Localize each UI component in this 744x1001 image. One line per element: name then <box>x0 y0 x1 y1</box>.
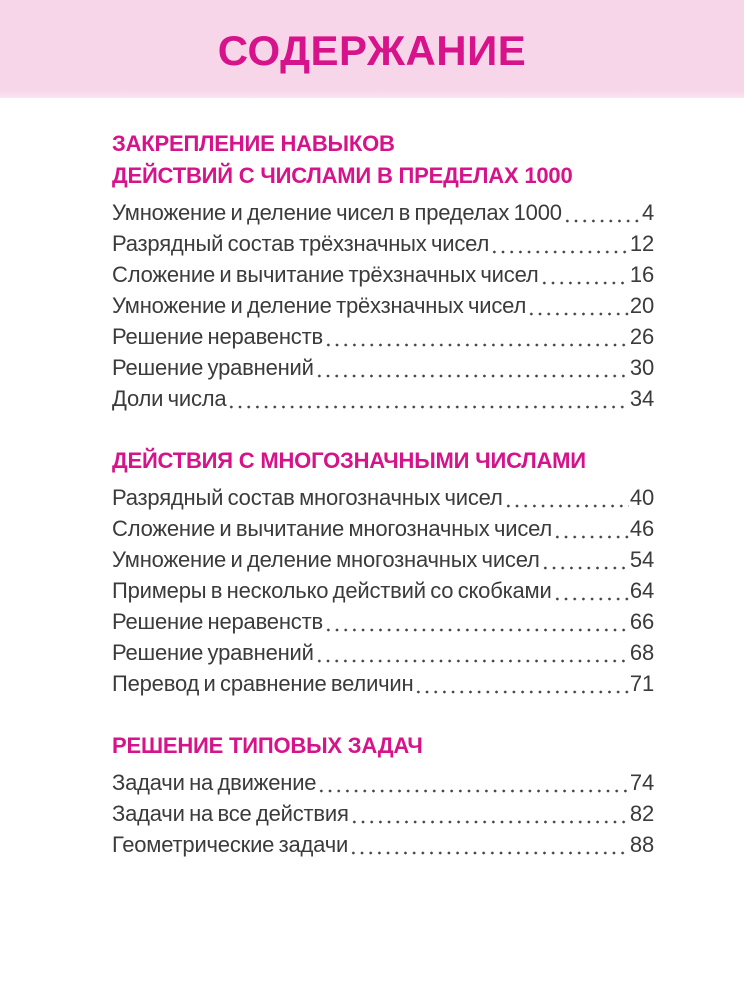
entry-label: Решение уравнений <box>112 640 314 665</box>
entry-label: Умножение и деление трёхзначных чисел <box>112 293 527 318</box>
entry-label: Разрядный состав многозначных чисел <box>112 485 503 510</box>
entry-page-number: 74 <box>629 770 654 795</box>
toc-entry <box>112 767 654 798</box>
dot-leader <box>317 767 629 798</box>
dot-leader <box>504 482 629 513</box>
dot-leader <box>414 668 628 699</box>
entry-label: Доли числа <box>112 386 227 411</box>
toc-entry <box>112 197 654 228</box>
dot-leader <box>553 575 629 606</box>
section-heading-line: ДЕЙСТВИЙ С ЧИСЛАМИ В ПРЕДЕЛАХ 1000 <box>112 163 573 188</box>
entry-label: Геометрические задачи <box>112 832 349 857</box>
section-heading <box>112 128 654 192</box>
dot-leader <box>541 544 629 575</box>
entry-label: Умножение и деление чисел в пределах 1000 <box>112 200 562 225</box>
entry-page-number: 66 <box>629 609 654 634</box>
entry-page-number: 46 <box>629 516 654 541</box>
dot-leader <box>540 259 629 290</box>
entry-page-number: 26 <box>629 324 654 349</box>
toc-entry <box>112 290 654 321</box>
dot-leader <box>349 829 629 860</box>
toc-entry <box>112 383 654 414</box>
dot-leader <box>315 637 629 668</box>
dot-leader <box>553 513 629 544</box>
toc-entry <box>112 228 654 259</box>
dot-leader <box>227 383 628 414</box>
entry-label: Решение неравенств <box>112 609 323 634</box>
dot-leader <box>350 798 629 829</box>
entry-page-number: 16 <box>629 262 654 287</box>
entry-label: Сложение и вычитание трёхзначных чисел <box>112 262 539 287</box>
entry-page-number: 68 <box>629 640 654 665</box>
dot-leader <box>324 606 629 637</box>
entry-label: Перевод и сравнение величин <box>112 671 414 696</box>
entry-page-number: 20 <box>629 293 654 318</box>
entry-label: Умножение и деление многозначных чисел <box>112 547 540 572</box>
page-header-band <box>0 0 744 98</box>
entry-page-number: 4 <box>641 200 654 225</box>
toc-entry <box>112 352 654 383</box>
section-heading <box>112 445 654 477</box>
entry-page-number: 40 <box>629 485 654 510</box>
toc-entry <box>112 637 654 668</box>
section-entries <box>112 767 654 860</box>
toc-entry <box>112 575 654 606</box>
section-entries <box>112 482 654 699</box>
entry-page-number: 34 <box>629 386 654 411</box>
entry-label: Решение уравнений <box>112 355 314 380</box>
toc-entry <box>112 798 654 829</box>
section-entries <box>112 197 654 414</box>
entry-page-number: 54 <box>629 547 654 572</box>
dot-leader <box>490 228 629 259</box>
entry-label: Задачи на все действия <box>112 801 349 826</box>
entry-label: Решение неравенств <box>112 324 323 349</box>
toc-section <box>112 128 654 414</box>
dot-leader <box>563 197 641 228</box>
section-heading-line: ЗАКРЕПЛЕНИЕ НАВЫКОВ <box>112 131 395 156</box>
dot-leader <box>324 321 629 352</box>
entry-label: Задачи на движение <box>112 770 317 795</box>
section-heading-line: РЕШЕНИЕ ТИПОВЫХ ЗАДАЧ <box>112 733 423 758</box>
page-title: СОДЕРЖАНИЕ <box>217 27 527 74</box>
toc-content <box>0 98 744 860</box>
entry-page-number: 30 <box>629 355 654 380</box>
entry-page-number: 12 <box>629 231 654 256</box>
toc-entry <box>112 321 654 352</box>
dot-leader <box>315 352 629 383</box>
toc-section <box>112 730 654 860</box>
toc-entry <box>112 482 654 513</box>
toc-entry <box>112 829 654 860</box>
entry-page-number: 82 <box>629 801 654 826</box>
toc-entry <box>112 606 654 637</box>
toc-entry <box>112 544 654 575</box>
section-heading <box>112 730 654 762</box>
toc-entry <box>112 259 654 290</box>
toc-entry <box>112 668 654 699</box>
toc-section <box>112 445 654 699</box>
section-heading-line: ДЕЙСТВИЯ С МНОГОЗНАЧНЫМИ ЧИСЛАМИ <box>112 448 586 473</box>
entry-label: Разрядный состав трёхзначных чисел <box>112 231 490 256</box>
entry-page-number: 64 <box>629 578 654 603</box>
entry-page-number: 88 <box>629 832 654 857</box>
toc-entry <box>112 513 654 544</box>
dot-leader <box>527 290 629 321</box>
entry-page-number: 71 <box>629 671 654 696</box>
entry-label: Сложение и вычитание многозначных чисел <box>112 516 553 541</box>
entry-label: Примеры в несколько действий со скобками <box>112 578 552 603</box>
